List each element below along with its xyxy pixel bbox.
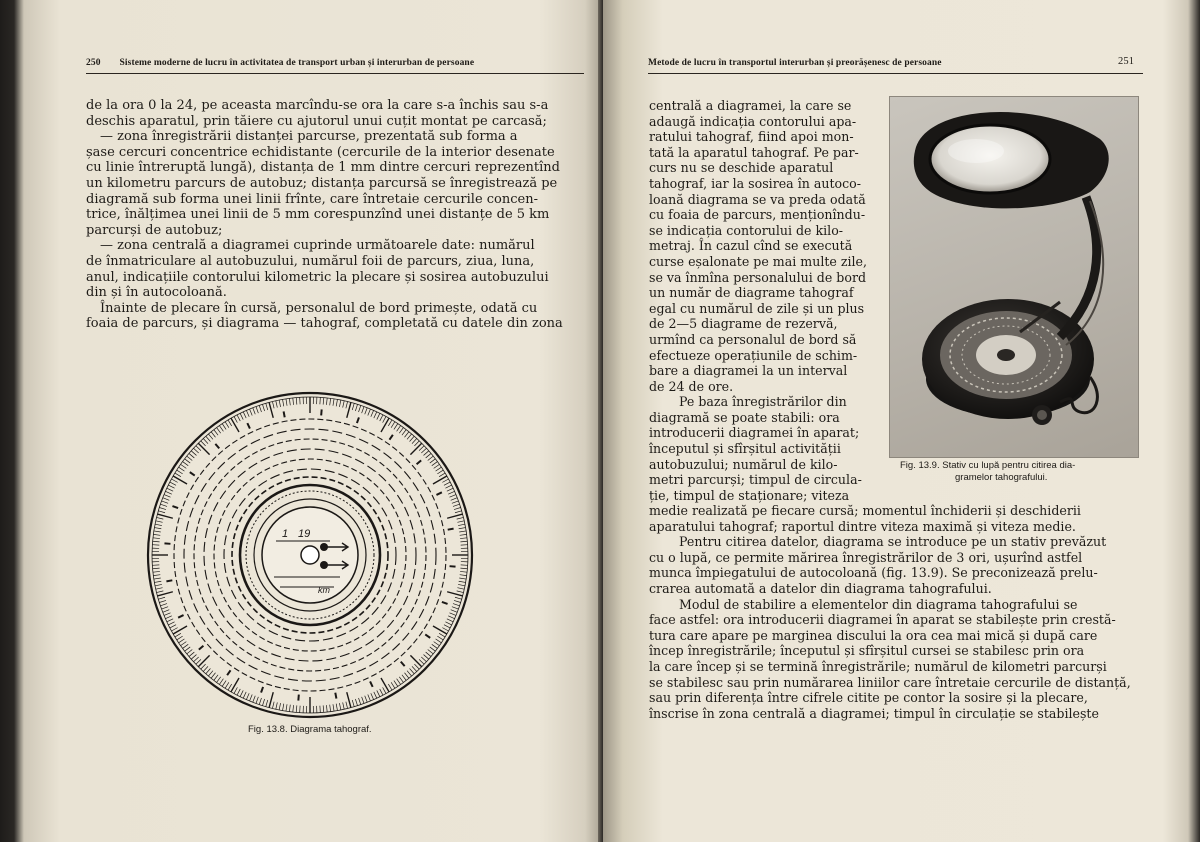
text-line: diagramă se poate stabili: ora: [649, 409, 840, 425]
text-line: se indicația contorului de kilo-: [649, 222, 844, 238]
marker-dot: [320, 561, 328, 569]
text-line: deschis aparatul, prin tăiere cu ajutorul unui cuțit montat pe carcasă;: [86, 113, 547, 129]
tachograph-diagram: [145, 337, 475, 730]
left-page-number: 250: [86, 58, 101, 68]
text-line: de 2—5 diagrame de rezervă,: [649, 316, 838, 332]
text-line: foaia de parcurs, și diagrama — tahograf, completată cu datele din zona: [86, 316, 563, 332]
text-line: — zona centrală a diagramei cuprinde următoarele date: numărul: [100, 238, 535, 254]
magnifier-stand-photo: [889, 96, 1139, 458]
text-line: tată la aparatul tahograf. Pe par-: [649, 144, 859, 160]
right-wide-text: [649, 503, 1145, 721]
left-running-title: Sisteme moderne de lucru în activitatea de transport urban și interurban de persoane: [119, 58, 475, 68]
text-line: sau prin diferența între cifrele citite pe contor la sosire și la plecare,: [649, 690, 1088, 706]
text-line: diagramă sub forma unei linii frînte, care întretaie cercurile concen-: [86, 191, 538, 207]
text-line: de înmatriculare al autobuzului, numărul foii de parcurs, ziua, luna,: [86, 253, 535, 269]
figure-caption-13-9-line1: Fig. 13.9. Stativ cu lupă pentru citirea dia-: [900, 460, 1076, 471]
text-line: bare a diagramei la un interval: [649, 363, 848, 379]
right-page-header: [648, 58, 942, 68]
text-line: adaugă indicația contorului apa-: [649, 113, 857, 129]
text-line: Pe baza înregistrărilor din: [679, 394, 847, 410]
right-running-title: Metode de lucru în transportul interurban și preorășenesc de persoane: [648, 58, 942, 68]
text-line: cu o lupă, ce permite mărirea înregistrărilor de 3 ori, ușurînd astfel: [649, 549, 1083, 565]
text-line: șase cercuri concentrice echidistante (cercurile de la interior desenate: [86, 144, 555, 160]
right-page-number: 251: [1118, 56, 1135, 67]
right-narrow-text: [649, 98, 879, 503]
text-line: parcurși de autobuz;: [86, 222, 223, 238]
figure-caption-13-8: Fig. 13.8. Diagrama tahograf.: [248, 724, 372, 735]
text-line: face astfel: ora introducerii diagramei în aparat se stabilește prin crestă-: [649, 612, 1116, 628]
text-line: un kilometru parcurs de autobuz; distanța parcursă se înregistrează pe: [86, 175, 558, 191]
text-line: se va înmîna personalului de bord: [649, 269, 867, 285]
left-header-rule: [86, 73, 584, 74]
text-line: un număr de diagrame tahograf: [649, 285, 854, 301]
marker-dot: [320, 543, 328, 551]
text-line: cu foaia de parcurs, menționîndu-: [649, 207, 866, 223]
text-line: cu linie întreruptă lungă), distanța de 1 mm dintre cercuri reprezentînd: [86, 160, 560, 176]
text-line: — zona înregistrării distanței parcurse, prezentată sub forma a: [100, 129, 518, 145]
text-line: curse eșalonate pe mai multe zile,: [649, 253, 868, 269]
text-line: ție, timpul de staționare; viteza: [649, 487, 850, 503]
text-line: Pentru citirea datelor, diagrama se introduce pe un stativ prevăzut: [679, 534, 1107, 550]
text-line: din și în autocoloană.: [86, 285, 227, 301]
text-line: autobuzului; numărul de kilo-: [649, 456, 838, 472]
left-page-header: [86, 58, 474, 68]
left-body-text: [86, 98, 584, 332]
text-line: încep înregistrările; începutul și sfîrșitul cursei se stabilesc prin ora: [649, 643, 1085, 659]
text-line: de la ora 0 la 24, pe aceasta marcîndu-se ora la care s-a închis sau s-a: [86, 98, 549, 113]
text-line: metri parcurși; timpul de circula-: [649, 472, 862, 488]
text-line: începutul și sfîrșitul activității: [649, 441, 841, 457]
text-line: Modul de stabilire a elementelor din diagrama tahografului se: [679, 596, 1078, 612]
text-line: la care încep și se termină înregistrările; numărul de kilometri parcurși: [649, 658, 1107, 674]
figure-caption-13-9-line2: gramelor tahografului.: [955, 472, 1048, 483]
center-number-1: 1: [282, 528, 289, 540]
text-line: de 24 de ore.: [649, 378, 734, 394]
text-line: egal cu numărul de zile și un plus: [649, 300, 865, 316]
hour-marker: [284, 411, 285, 417]
hour-marker: [335, 693, 336, 699]
right-header-rule: [648, 73, 1143, 74]
text-line: tahograf, iar la sosirea în autoco-: [649, 175, 861, 191]
magnifier-stand-illustration: [890, 97, 1138, 457]
text-line: urmînd ca personalul de bord să: [649, 331, 857, 347]
text-line: crarea automată a datelor din diagrama tahografului.: [649, 580, 992, 596]
text-line: centrală a diagramei, la care se: [649, 98, 852, 113]
text-line: curs nu se deschide aparatul: [649, 160, 834, 176]
text-line: loană diagrama se va preda odată: [649, 191, 866, 207]
text-line: metraj. În cazul cînd se execută: [649, 238, 853, 254]
text-line: înscrise în zona centrală a diagramei; timpul în circulație se stabilește: [649, 705, 1099, 721]
text-line: munca împiegatului de autocoloană (fig. 13.9). Se preconizează prelu-: [649, 565, 1098, 581]
text-line: introducerii diagramei în aparat;: [649, 425, 860, 441]
km-label: km: [318, 585, 330, 595]
text-line: anul, indicațiile contorului kilometric la plecare și sosirea autobuzului: [86, 269, 549, 285]
text-line: efectueze operațiunile de schim-: [649, 347, 858, 363]
center-number-19: 19: [298, 528, 311, 540]
center-hole: [301, 546, 319, 564]
text-line: tura care apare pe marginea discului la ora cea mai mică și după care: [649, 627, 1098, 643]
hour-marker: [448, 529, 454, 530]
text-line: se stabilesc sau prin numărarea liniilor care întretaie cercurile de distanță,: [649, 674, 1131, 690]
right-page: [603, 0, 1200, 842]
text-line: aparatului tahograf; raportul dintre viteza maximă și viteza medie.: [649, 518, 1076, 534]
hour-marker: [166, 580, 172, 581]
text-line: trice, înălțimea unei linii de 5 mm corespunzînd unei distanțe de 5 km: [86, 207, 550, 223]
text-line: ratului tahograf, fiind apoi mon-: [649, 129, 854, 145]
text-line: medie realizată pe fiecare cursă; momentul închiderii și deschiderii: [649, 503, 1081, 518]
text-line: Înainte de plecare în cursă, personalul de bord primește, odată cu: [100, 300, 538, 316]
